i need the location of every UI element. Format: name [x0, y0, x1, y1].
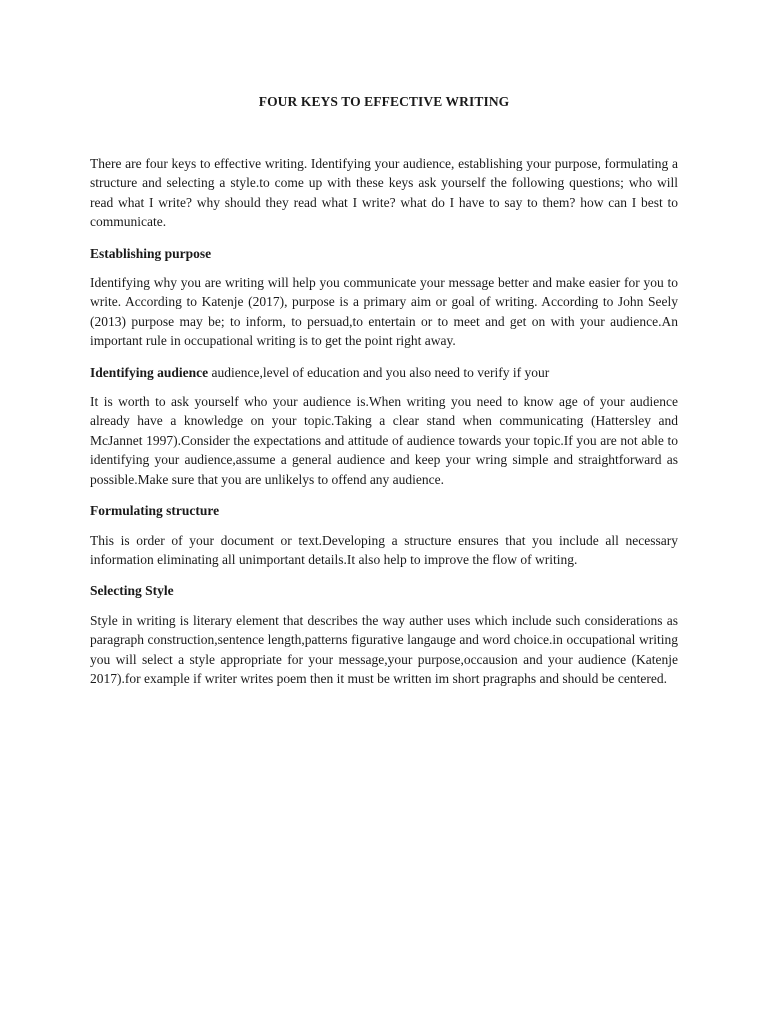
section-heading-tail-identifying-audience: audience,level of education and you also need to verify if your — [208, 364, 550, 380]
intro-paragraph: There are four keys to effective writing. Identifying your audience, establishing your purpose, formulating a structure and selecting a style.to come up with these keys ask yourself the following questions; who will read what I write? why should they read what I write? what do I have to say to them? how can I best to communicate. — [90, 156, 678, 230]
section-heading-selecting-style: Selecting Style — [90, 583, 174, 599]
section-heading-line-identifying-audience — [90, 363, 678, 382]
section-body-establishing-purpose: Identifying why you are writing will help you communicate your message better and make easier for you to write. According to Katenje (2017), purpose is a primary aim or goal of writing. According to John Seely (2013) purpose may be; to inform, to persuad,to entertain or to meet and get on with your audience.An important rule in occupational writing is to get the point right away. — [90, 275, 678, 349]
section-body-selecting-style: Style in writing is literary element that describes the way auther uses which include such considerations as paragraph construction,sentence length,patterns figurative langauge and word choice.in occupational writing you will select a style appropriate for your message,your purpose,occausion and your audience (Katenje 2017).for example if writer writes poem then it must be written im short pragraphs and should be centered. — [90, 612, 678, 686]
document-page — [90, 94, 678, 700]
section-heading-identifying-audience: Identifying audience — [90, 364, 209, 380]
section-heading-establishing-purpose: Establishing purpose — [90, 245, 212, 261]
section-body-formulating-structure: This is order of your document or text.Developing a structure ensures that you include all necessary information eliminating all unimportant details.It also help to improve the flow of writing. — [90, 532, 678, 567]
document-title: FOUR KEYS TO EFFECTIVE WRITING — [258, 94, 510, 109]
section-heading-formulating-structure: Formulating structure — [90, 503, 220, 519]
section-body-identifying-audience: It is worth to ask yourself who your audience is.When writing you need to know age of your audience already have a knowledge on your topic.Taking a clear stand when communicating (Hattersley and McJannet 1997).Consider the expectations and attitude of audience towards your topic.If you are not able to identifying your audience,assume a general audience and keep your wring simple and straightforward as possible.Make sure that you are unlikelys to offend any audience. — [90, 394, 678, 487]
